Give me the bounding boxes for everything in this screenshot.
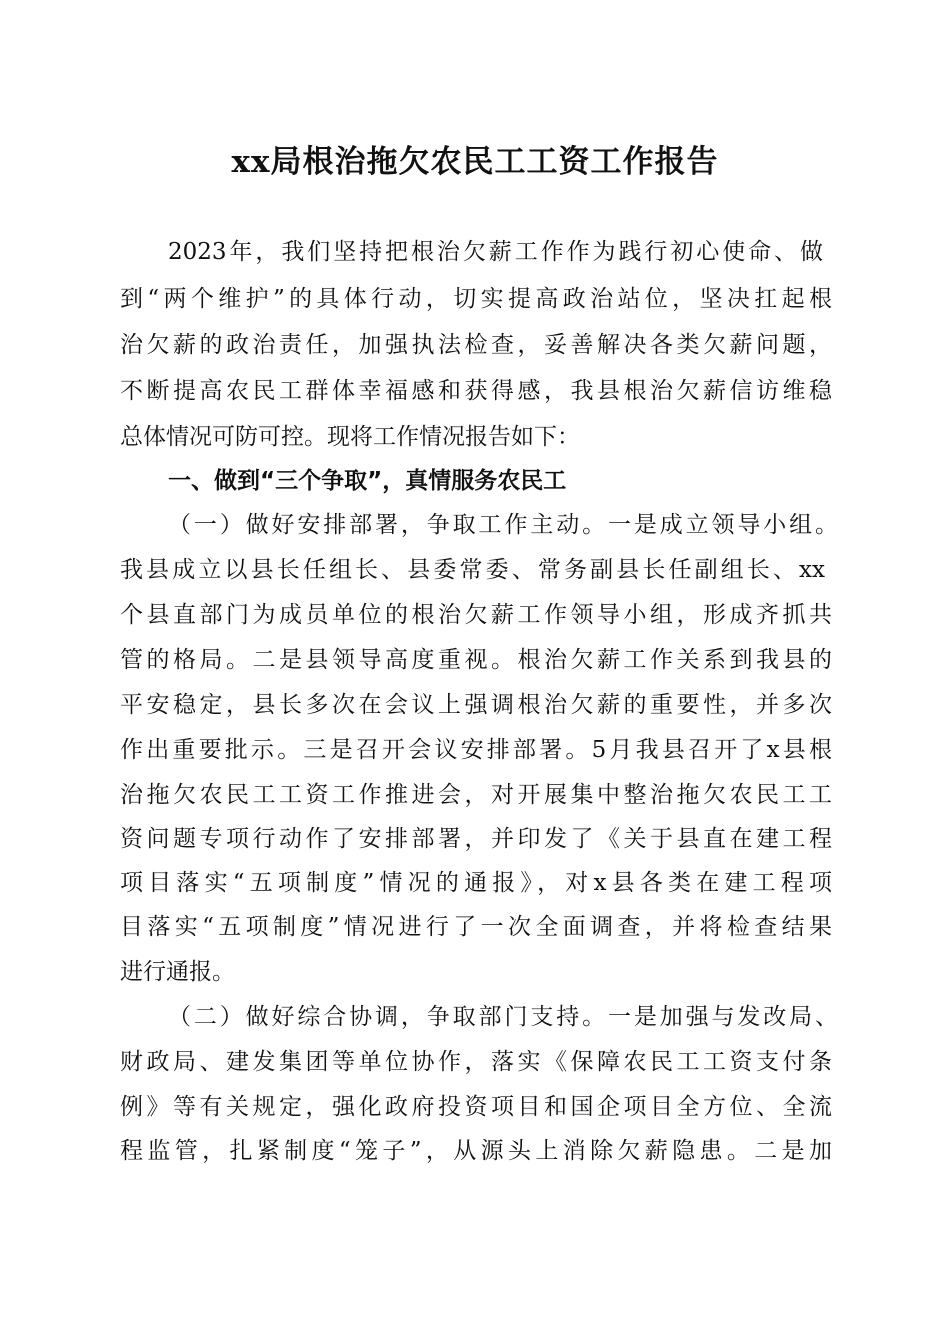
paragraph-line: 进行通报。 (120, 959, 235, 985)
paragraph-line: （二）做好综合协调，争取部门支持。一是加强与发改局、 (168, 1004, 838, 1030)
paragraph-line: 程监管，扎紧制度“笼子”，从源头上消除欠薪隐患。二是加 (120, 1138, 832, 1164)
paragraph-line: 总体情况可防可控。现将工作情况报告如下： (120, 424, 580, 450)
paragraph-line: 不断提高农民工群体幸福感和获得感，我县根治欠薪信访维稳 (120, 378, 832, 404)
paragraph-line: 个县直部门为成员单位的根治欠薪工作领导小组，形成齐抓共 (120, 602, 832, 628)
paragraph-line: 例》等有关规定，强化政府投资项目和国企项目全方位、全流 (120, 1094, 832, 1120)
paragraph-line: 治拖欠农民工工资工作推进会，对开展集中整治拖欠农民工工 (120, 782, 832, 808)
paragraph-line: 作出重要批示。三是召开会议安排部署。5月我县召开了x县根 (120, 737, 832, 763)
paragraph-line: 项目落实“五项制度”情况的通报》，对x县各类在建工程项 (120, 870, 832, 896)
paragraph-line: 目落实“五项制度”情况进行了一次全面调查，并将检查结果 (120, 914, 832, 940)
paragraph-line: 2023年，我们坚持把根治欠薪工作作为践行初心使命、做 (168, 239, 823, 265)
paragraph-line: 我县成立以县长任组长、县委常委、常务副县长任副组长、xx (120, 557, 825, 583)
paragraph-line: 财政局、建发集团等单位协作，落实《保障农民工工资支付条 (120, 1049, 832, 1075)
paragraph-line: 管的格局。二是县领导高度重视。根治欠薪工作关系到我县的 (120, 647, 832, 673)
section-heading: 一、做到“三个争取”，真情服务农民工 (168, 468, 567, 494)
document-title: xx局根治拖欠农民工工资工作报告 (231, 144, 719, 180)
paragraph-line: 到“两个维护”的具体行动，切实提高政治站位，坚决扛起根 (120, 286, 832, 312)
paragraph-line: 平安稳定，县长多次在会议上强调根治欠薪的重要性，并多次 (120, 692, 832, 718)
paragraph-line: 治欠薪的政治责任，加强执法检查，妥善解决各类欠薪问题， (120, 332, 832, 358)
paragraph-line: 资问题专项行动作了安排部署，并印发了《关于县直在建工程 (120, 826, 832, 852)
paragraph-line: （一）做好安排部署，争取工作主动。一是成立领导小组。 (168, 512, 838, 538)
